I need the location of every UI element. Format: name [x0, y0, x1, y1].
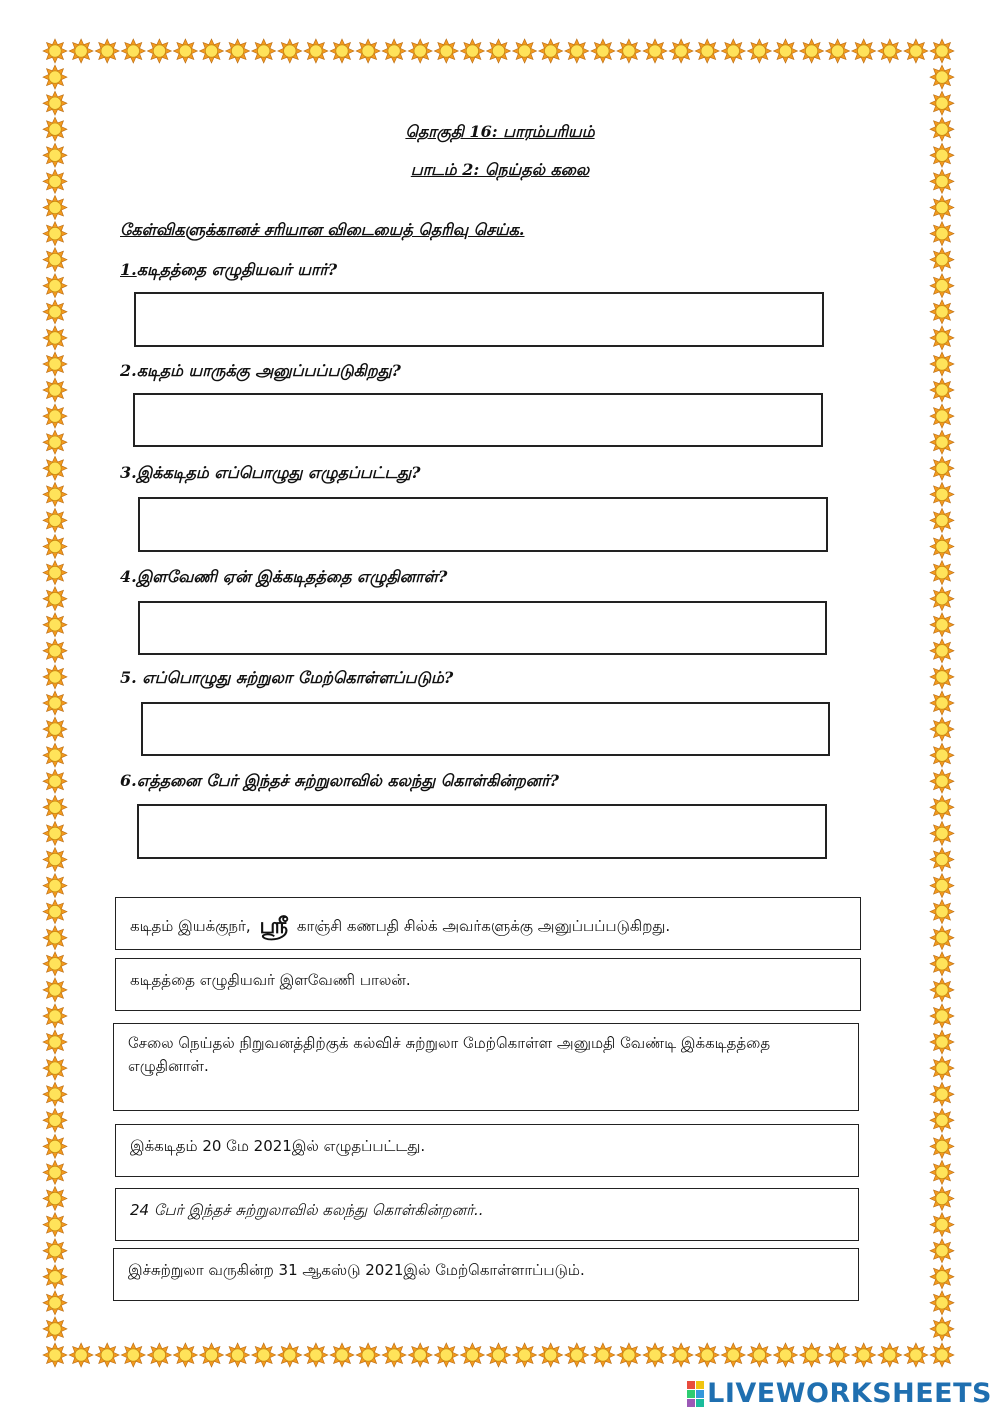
sun-icon [904, 39, 928, 63]
sun-icon [460, 1343, 484, 1367]
sun-icon [617, 1343, 641, 1367]
sun-icon [930, 482, 954, 506]
sun-icon [226, 39, 250, 63]
sun-icon [930, 352, 954, 376]
answer-box-1[interactable] [134, 292, 824, 347]
question-text: இளவேணி ஏன் இக்கடிதத்தை எழுதினாள்? [136, 567, 448, 586]
instruction-text: கேள்விகளுக்கானச் சரியான விடையைத் தெரிவு செய்க. [120, 220, 525, 239]
sun-icon [147, 1343, 171, 1367]
sun-icon [487, 39, 511, 63]
sun-icon [382, 1343, 406, 1367]
sun-icon [43, 874, 67, 898]
sun-icon [930, 91, 954, 115]
sun-icon [539, 39, 563, 63]
sun-icon [43, 1108, 67, 1132]
sun-icon [43, 378, 67, 402]
sun-icon [43, 1004, 67, 1028]
option-date-written[interactable] [115, 1124, 859, 1177]
sun-icon [173, 1343, 197, 1367]
sun-icon [356, 1343, 380, 1367]
sun-icon [930, 248, 954, 272]
question-number: 4. [120, 567, 137, 586]
sun-icon [43, 65, 67, 89]
sun-icon [930, 795, 954, 819]
sun-icon [826, 39, 850, 63]
sun-icon [852, 1343, 876, 1367]
option-reason[interactable] [113, 1023, 859, 1111]
sun-icon [278, 1343, 302, 1367]
sun-icon [382, 39, 406, 63]
sun-icon [930, 587, 954, 611]
sun-icon [747, 1343, 771, 1367]
option-text: காஞ்சி கணபதி சில்க் அவர்களுக்கு அனுப்பப்படுகிறது. [296, 917, 671, 935]
sun-icon [43, 456, 67, 480]
sun-icon [930, 65, 954, 89]
sun-icon [930, 926, 954, 950]
sun-icon [121, 39, 145, 63]
sun-icon [43, 639, 67, 663]
option-text: இக்கடிதம் 20 மே 2021இல் எழுதப்பட்டது. [130, 1137, 426, 1155]
sun-icon [565, 1343, 589, 1367]
sun-icon [930, 691, 954, 715]
question-2 [120, 361, 401, 382]
sun-icon [930, 821, 954, 845]
sun-icon [43, 248, 67, 272]
sun-icon [173, 39, 197, 63]
sun-icon [930, 900, 954, 924]
sun-icon [721, 1343, 745, 1367]
sun-icon [930, 1187, 954, 1211]
sun-icon [43, 691, 67, 715]
option-text: சேலை நெய்தல் நிறுவனத்திற்குக் கல்விச் சுற்றுலா மேற்கொள்ள அனுமதி வேண்டி இக்கடிதத்தை எழுதினாள். [128, 1034, 771, 1076]
answer-box-5[interactable] [141, 702, 830, 756]
sun-icon [930, 456, 954, 480]
sun-icon [147, 39, 171, 63]
option-trip-date[interactable] [113, 1248, 859, 1301]
sun-icon [200, 1343, 224, 1367]
sun-icon [330, 1343, 354, 1367]
sun-icon [330, 39, 354, 63]
sun-icon [930, 430, 954, 454]
sun-icon [43, 978, 67, 1002]
question-number: 6. [120, 771, 137, 790]
sun-icon [69, 39, 93, 63]
sun-icon [930, 222, 954, 246]
sun-icon [669, 39, 693, 63]
sun-icon [930, 874, 954, 898]
answer-box-6[interactable] [137, 804, 827, 859]
sun-icon [695, 1343, 719, 1367]
sun-icon [43, 430, 67, 454]
question-number: 1. [120, 260, 137, 279]
sun-icon [930, 1004, 954, 1028]
sun-icon [43, 1213, 67, 1237]
question-1 [120, 260, 337, 281]
sun-icon [43, 482, 67, 506]
sun-icon [43, 561, 67, 585]
sun-icon [43, 1343, 67, 1367]
answer-box-4[interactable] [138, 601, 827, 655]
sun-icon [43, 1134, 67, 1158]
sun-icon [930, 1134, 954, 1158]
question-5 [120, 668, 453, 689]
sun-icon [643, 1343, 667, 1367]
sun-icon [43, 795, 67, 819]
sun-icon [252, 39, 276, 63]
sun-icon [304, 1343, 328, 1367]
question-text: கடிதத்தை எழுதியவர் யார்? [136, 260, 338, 279]
sri-symbol: ஸ்ரீ [259, 914, 289, 939]
sun-icon [930, 978, 954, 1002]
sun-icon [43, 848, 67, 872]
question-3 [120, 463, 421, 484]
sun-icon [434, 1343, 458, 1367]
sun-icon [43, 1160, 67, 1184]
sun-icon [930, 665, 954, 689]
sun-icon [930, 300, 954, 324]
sun-icon [747, 39, 771, 63]
sun-icon [43, 926, 67, 950]
sun-icon [43, 404, 67, 428]
sun-icon [43, 1265, 67, 1289]
sun-icon [200, 39, 224, 63]
sun-icon [408, 39, 432, 63]
question-text: இக்கடிதம் எப்பொழுது எழுதப்பட்டது? [136, 463, 421, 482]
option-participants[interactable] [115, 1188, 859, 1241]
sun-icon [930, 717, 954, 741]
sun-icon [95, 1343, 119, 1367]
sun-icon [930, 769, 954, 793]
sun-icon [43, 326, 67, 350]
sun-icon [43, 39, 67, 63]
question-text: கடிதம் யாருக்கு அனுப்பப்படுகிறது? [136, 361, 401, 380]
sun-icon [930, 196, 954, 220]
sun-icon [930, 378, 954, 402]
sun-icon [43, 1187, 67, 1211]
sun-icon [356, 39, 380, 63]
sun-icon [591, 39, 615, 63]
sun-icon [43, 508, 67, 532]
sun-icon [930, 613, 954, 637]
sun-icon [617, 39, 641, 63]
sun-icon [43, 821, 67, 845]
option-recipient[interactable] [115, 897, 861, 950]
question-text: எப்பொழுது சுற்றுலா மேற்கொள்ளப்படும்? [136, 668, 454, 687]
sun-icon [43, 769, 67, 793]
sun-icon [252, 1343, 276, 1367]
sun-icon [43, 665, 67, 689]
sun-icon [930, 1030, 954, 1054]
sun-icon [487, 1343, 511, 1367]
sun-icon [43, 1239, 67, 1263]
question-6 [120, 771, 559, 792]
sun-icon [930, 1108, 954, 1132]
sun-icon [930, 1239, 954, 1263]
sun-icon [408, 1343, 432, 1367]
sun-icon [930, 1160, 954, 1184]
sun-icon [800, 39, 824, 63]
sun-icon [43, 196, 67, 220]
sun-icon [930, 848, 954, 872]
option-text: கடிதம் இயக்குநர், [130, 917, 251, 935]
sun-icon [43, 1030, 67, 1054]
liveworksheets-logo [687, 1378, 992, 1409]
sun-icon [278, 39, 302, 63]
sun-icon [434, 39, 458, 63]
sun-icon [226, 1343, 250, 1367]
sun-icon [930, 1056, 954, 1080]
answer-box-2[interactable] [133, 393, 823, 447]
option-text: 24 பேர் இந்தச் சுற்றுலாவில் கலந்து கொள்கின்றனர்.. [130, 1201, 484, 1219]
sun-icon [43, 900, 67, 924]
question-number: 5. [120, 668, 137, 687]
answer-box-3[interactable] [138, 497, 828, 552]
option-writer[interactable] [115, 958, 861, 1011]
sun-icon [43, 300, 67, 324]
sun-icon [930, 952, 954, 976]
sun-icon [565, 39, 589, 63]
sun-icon [43, 587, 67, 611]
sun-icon [43, 1056, 67, 1080]
sun-icon [878, 1343, 902, 1367]
sun-icon [43, 1291, 67, 1315]
sun-icon [43, 535, 67, 559]
sun-icon [460, 39, 484, 63]
sun-icon [930, 508, 954, 532]
sun-icon [43, 743, 67, 767]
sun-icon [930, 39, 954, 63]
sun-icon [304, 39, 328, 63]
sun-icon [643, 39, 667, 63]
sun-icon [800, 1343, 824, 1367]
sun-icon [69, 1343, 93, 1367]
sun-icon [43, 222, 67, 246]
question-number: 3. [120, 463, 137, 482]
sun-icon [904, 1343, 928, 1367]
sun-icon [95, 39, 119, 63]
sun-icon [43, 1082, 67, 1106]
sun-icon [43, 352, 67, 376]
sun-icon [930, 561, 954, 585]
sun-icon [721, 39, 745, 63]
sun-icon [930, 743, 954, 767]
lesson-title: பாடம் 2: நெய்தல் கலை [410, 160, 590, 179]
sun-icon [669, 1343, 693, 1367]
sun-icon [695, 39, 719, 63]
sun-icon [121, 1343, 145, 1367]
sun-icon [930, 1291, 954, 1315]
brand-name: LIVEWORKSHEETS [707, 1378, 992, 1409]
sun-icon [43, 613, 67, 637]
option-text: இச்சுற்றுலா வருகின்ற 31 ஆகஸ்டு 2021இல் மேற்கொள்ளாப்படும். [128, 1261, 585, 1279]
unit-title: தொகுதி 16: பாரம்பரியம் [405, 122, 595, 141]
sun-icon [539, 1343, 563, 1367]
option-text: கடிதத்தை எழுதியவர் இளவேணி பாலன். [130, 971, 411, 989]
sun-icon [591, 1343, 615, 1367]
sun-icon [930, 1082, 954, 1106]
liveworksheets-icon [687, 1381, 704, 1407]
sun-icon [852, 39, 876, 63]
sun-icon [930, 1317, 954, 1341]
sun-icon [930, 639, 954, 663]
sun-icon [513, 39, 537, 63]
sun-icon [774, 39, 798, 63]
sun-icon [774, 1343, 798, 1367]
sun-icon [513, 1343, 537, 1367]
sun-icon [930, 326, 954, 350]
sun-icon [43, 717, 67, 741]
sun-icon [930, 535, 954, 559]
sun-icon [930, 404, 954, 428]
sun-icon [930, 274, 954, 298]
sun-icon [43, 952, 67, 976]
sun-icon [826, 1343, 850, 1367]
question-text: எத்தனை பேர் இந்தச் சுற்றுலாவில் கலந்து கொள்கின்றனர்? [136, 771, 560, 790]
question-number: 2. [120, 361, 137, 380]
sun-icon [878, 39, 902, 63]
sun-icon [43, 274, 67, 298]
sun-icon [930, 1213, 954, 1237]
sun-icon [930, 1265, 954, 1289]
sun-icon [43, 91, 67, 115]
sun-icon [43, 1317, 67, 1341]
sun-icon [930, 1343, 954, 1367]
question-4 [120, 567, 447, 588]
